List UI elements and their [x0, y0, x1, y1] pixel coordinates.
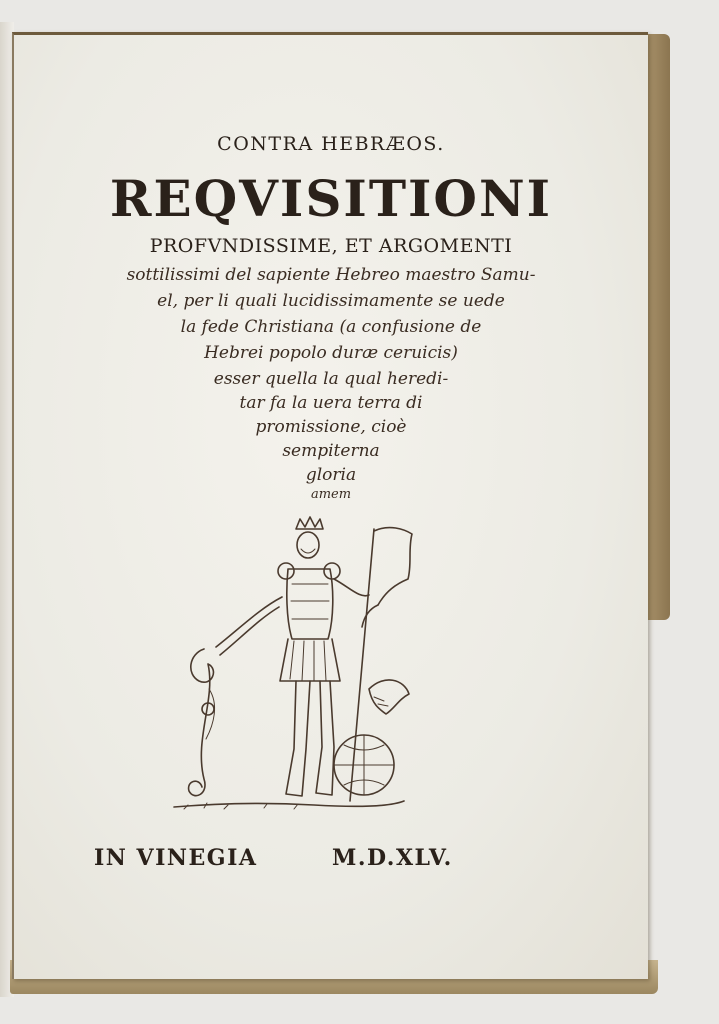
body-line-9: gloria [305, 465, 357, 485]
page-subtitle: PROFVNDISSIME, ET ARGOMENTI [149, 235, 513, 257]
body-line-8: sempiterna [282, 441, 380, 461]
page-title: REQVISITIONI [109, 169, 553, 228]
body-line-5: esser quella la qual heredi- [213, 369, 449, 389]
engraving-illustration [164, 509, 414, 819]
title-page [12, 32, 648, 979]
body-line-10: amem [310, 487, 352, 502]
page-heading: CONTRA HEBRÆOS. [217, 133, 445, 155]
body-line-3: la fede Christiana (a confusione de [180, 317, 482, 337]
imprint-date: M.D.XLV. [332, 845, 453, 871]
body-line-4: Hebrei popolo duræ ceruicis) [204, 343, 458, 363]
imprint-city: IN VINEGIA [94, 845, 258, 871]
body-line-6: tar fa la uera terra di [239, 393, 423, 413]
body-line-1: sottilissimi del sapiente Hebreo maestro Samu- [126, 265, 536, 285]
body-line-2: el, per li quali lucidissimamente se uede [157, 291, 505, 311]
body-line-7: promissione, cioè [255, 417, 407, 437]
